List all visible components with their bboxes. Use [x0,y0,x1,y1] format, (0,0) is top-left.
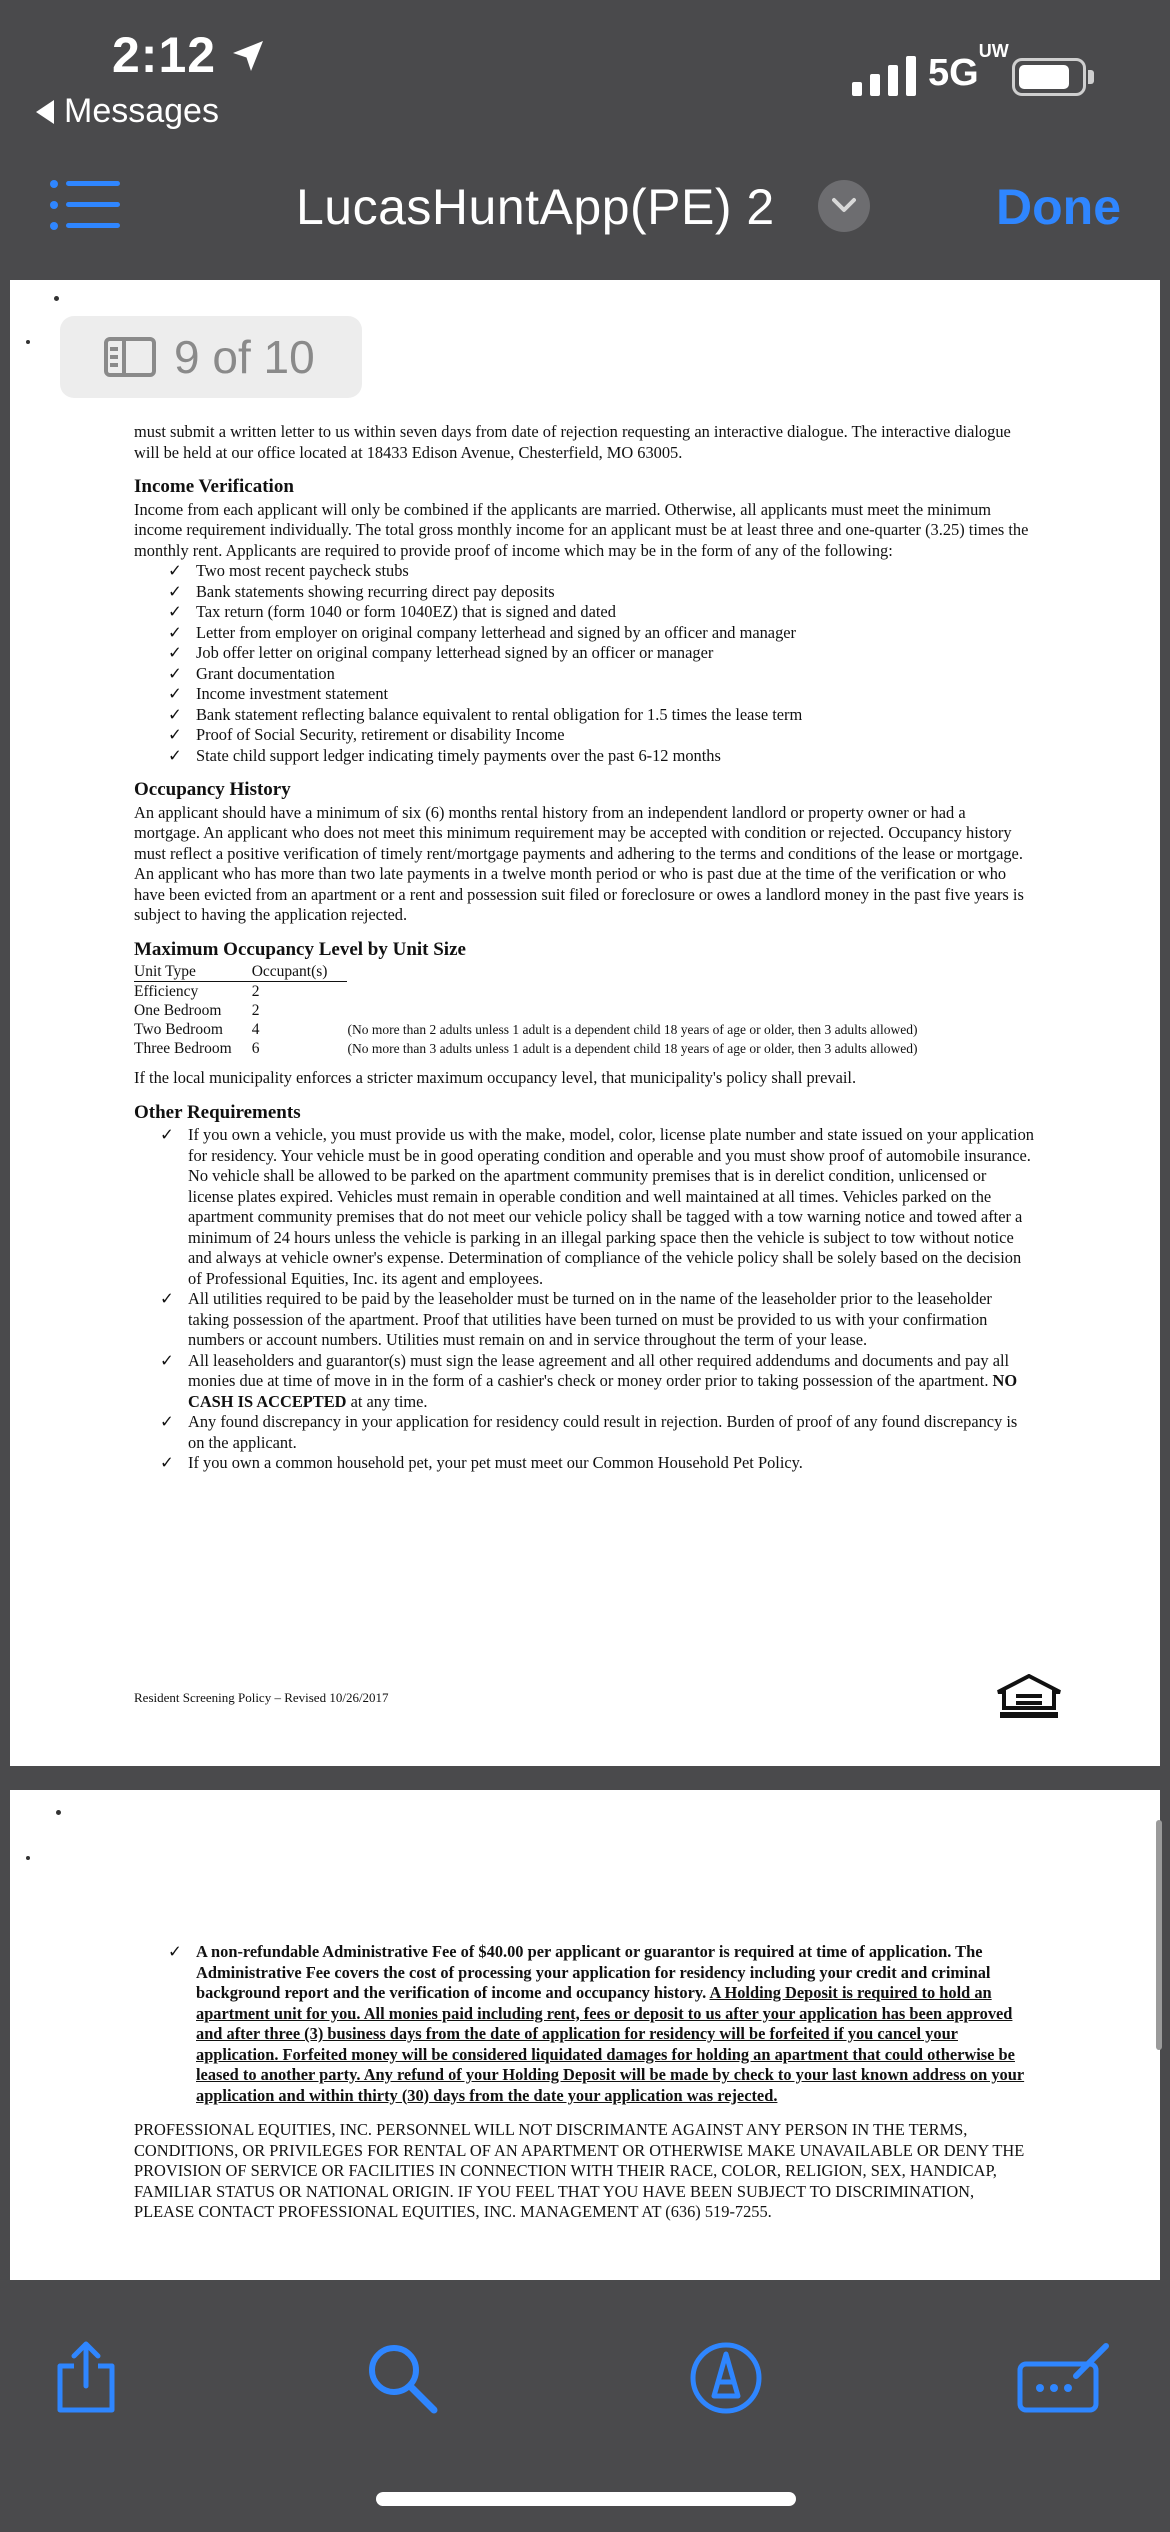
markup-icon[interactable] [686,2338,766,2418]
back-triangle-icon [36,100,54,124]
document-text [134,422,1034,1474]
location-arrow-icon [230,38,266,74]
document-text [134,1942,1034,2223]
list-item: ✓ Letter from employer on original company letterhead and signed by an officer and manager [164,623,1034,644]
share-icon[interactable] [46,2338,126,2418]
fee-text: A non-refundable Administrative Fee of $40.00 per applicant or guarantor is required at time of application. The Administrative Fee covers the cost of processing your application for residency including your credit and criminal background report and the verification of income and occupancy history. [196,1942,991,2002]
no-cash-notice: NO CASH IS ACCEPTED [188,1371,1018,1411]
note-cell: (No more than 3 adults unless 1 adult is a dependent child 18 years of age or older, then 3 adults allowed) [347,1041,918,1056]
list-item: ✓ Two most recent paycheck stubs [164,561,1034,582]
page-indicator-text: 9 of 10 [174,331,315,383]
table-row [134,1020,938,1039]
intro-paragraph: must submit a written letter to us within seven days from date of rejection requesting an interactive dialogue. The interactive dialogue will be held at our office located at 18433 Edison Avenue, Chesterfield, MO 63005. [134,422,1011,462]
home-indicator[interactable] [376,2492,796,2506]
title-menu-button[interactable] [818,180,870,232]
keyboard-icon[interactable] [1014,2338,1114,2418]
occupancy-heading: Occupancy History [134,779,291,800]
non-discrimination-notice: PROFESSIONAL EQUITIES, INC. PERSONNEL WILL NOT DISCRIMANTE AGAINST ANY PERSON IN THE TERMS, CONDITIONS, OR PRIVILEGES FOR RENTAL OF AN APARTMENT OR OTHERWISE MAKE UNAVAILABLE OR DENY THE PROVISION OF SERVICE OR FACILITIES IN CONNECTION WITH THEIR RACE, COLOR, RELIGION, SEX, HANDICAP, FAMILIAR STATUS OR NATIONAL ORIGIN. IF YOU FEEL THAT YOU HAVE BEEN SUBJECT TO DISCRIMINATION, PLEASE CONTACT PROFESSIONAL EQUITIES, INC. MANAGEMENT AT (636) 519-7255. [134,2120,1025,2221]
battery-icon [1012,58,1086,96]
table-row [134,982,938,1002]
max-occupancy-heading: Maximum Occupancy Level by Unit Size [134,938,466,960]
scrollbar[interactable] [1156,1820,1162,2050]
list-item: ✓ Tax return (form 1040 or form 1040EZ) that is signed and dated [164,602,1034,623]
unit-cell: Three Bedroom [134,1040,232,1057]
list-item [164,1942,1034,2106]
holding-deposit-text: A Holding Deposit is required to hold an apartment unit for you. All monies paid including rent, fees or deposit to us after your application has been approved and after three (3) business days from the date of application for residency will be forfeited if you cancel your application. Forfeited money will be considered liquidated damages for holding an apartment that could otherwise be leased to another party. Any refund of your Holding Deposit will be made by check to your last known address on your application and within thirty (30) days from the date your application was rejected. [196,1983,1025,2105]
occupancy-table [134,962,938,1058]
document-page[interactable] [10,280,1160,1766]
list-item: ✓ Bank statement reflecting balance equivalent to rental obligation for 1.5 times the lease term [164,705,1034,726]
income-list [164,561,1034,766]
column-header: Occupant(s) [252,962,348,982]
occupant-cell: 6 [251,1040,260,1057]
list-item: ✓ Any found discrepancy in your application for residency could result in rejection. Burden of proof of any found discrepancy is on the applicant. [156,1412,1034,1453]
list-item: ✓ Job offer letter on original company letterhead signed by an officer or manager [164,643,1034,664]
fee-list [164,1942,1034,2106]
network-type: $5G^{UW}$ [928,41,1009,94]
occupant-cell: 2 [251,1002,260,1019]
back-label: Messages [64,92,219,130]
table-header-row [134,962,938,982]
list-item: ✓ Bank statements showing recurring direct pay deposits [164,582,1034,603]
occupancy-body: An applicant should have a minimum of six (6) months rental history from an independent landlord or property owner or had a mortgage. An applicant who does not meet this minimum requirement may be accepted with condition or rejected. Occupancy history must reflect a positive verification of timely rent/mortgage payments and adhering to the terms and conditions of the lease or mortgage. An applicant who has more than two late payments in a twelve month period or who is past due at the time of the verification or who have been evicted from an apartment or a rent and possession suit filed or foreclosure or owes a landlord money in the past five years is subject to having the application rejected. [134,802,1024,924]
occupant-cell: 4 [251,1021,260,1038]
outline-menu-button[interactable] [50,180,122,230]
list-item: ✓ All leaseholders and guarantor(s) must sign the lease agreement and all other required addendums and documents and pay all monies due at time of move in in the form of a cashier's check or money order prior to taking possession of the apartment. NO CASH IS ACCEPTED at any time. [156,1351,1034,1413]
occupancy-footnote: If the local municipality enforces a stricter maximum occupancy level, that municipality's policy shall prevail. [134,1068,857,1087]
other-requirements-heading: Other Requirements [134,1101,301,1123]
chevron-down-icon [832,196,856,216]
table-row [134,1039,938,1058]
top-bar [0,0,1170,272]
list-item: ✓ If you own a common household pet, your pet must meet our Common Household Pet Policy. [156,1453,1034,1474]
sidebar-icon [104,337,156,377]
list-item: ✓ If you own a vehicle, you must provide us with the make, model, color, license plate number and state issued on your application for residency. Your vehicle must be in good operating condition and operable and you must show proof of automobile insurance. No vehicle shall be allowed to be parked on the apartment community premises that is in derelict condition, unlicensed or license plates expired. Vehicles must remain in operable condition and well maintained at all times. Vehicles parked on the apartment community premises that do not meet our vehicle policy shall be tagged with a tow warning notice and towed after a minimum of 24 hours unless the vehicle is parking in an illegal parking space then the vehicle is subject to tow without notice and always at vehicle owner's expense. Determination of compliance of the vehicle policy shall be solely based on the decision of Professional Equities, Inc. its agent and employees. [156,1125,1034,1289]
list-item: ✓ Grant documentation [164,664,1034,685]
list-item: ✓ Proof of Social Security, retirement or disability Income [164,725,1034,746]
document-footer: Resident Screening Policy – Revised 10/26/2017 [134,1690,389,1705]
income-body: Income from each applicant will only be combined if the applicants are married. Otherwise, all applicants must meet the minimum income requirement individually. The total gross monthly income for an applicant must be at least three and one-quarter (3.25) times the monthly rent. Applicants are required to provide proof of income which may be in the form of any of the following: [134,499,1029,560]
document-page[interactable] [10,1790,1160,2280]
status-time: 2:12 [112,27,217,83]
unit-cell: One Bedroom [134,1002,222,1019]
list-item: ✓ State child support ledger indicating timely payments over the past 6-12 months [164,746,1034,767]
occupant-cell: 2 [251,983,260,1000]
unit-cell: Efficiency [134,983,199,1000]
search-icon[interactable] [362,2338,442,2418]
list-item: ✓ Income investment statement [164,684,1034,705]
note-cell: (No more than 2 adults unless 1 adult is a dependent child 18 years of age or older, then 3 adults allowed) [347,1022,918,1037]
note-cell [347,982,937,1002]
income-heading: Income Verification [134,476,294,497]
done-button[interactable]: Done [996,179,1121,235]
document-title[interactable]: LucasHuntApp(PE) 2 [296,179,775,235]
column-header: Unit Type [134,962,252,982]
table-row [134,1001,938,1020]
cellular-signal-icon [852,56,918,96]
unit-cell: Two Bedroom [134,1021,223,1038]
back-to-messages[interactable] [36,92,219,131]
list-item: ✓ All utilities required to be paid by the leaseholder must be turned on in the name of the leaseholder prior to the leaseholder taking possession of the apartment. Proof that utilities have been turned on must be provided to us with your confirmation numbers or account numbers. Utilities must remain on and in service throughout the term of your lease. [156,1289,1034,1351]
note-cell [347,1001,937,1020]
equal-housing-logo [996,1674,1062,1720]
page-indicator [60,316,362,398]
other-requirements-list [156,1125,1034,1474]
